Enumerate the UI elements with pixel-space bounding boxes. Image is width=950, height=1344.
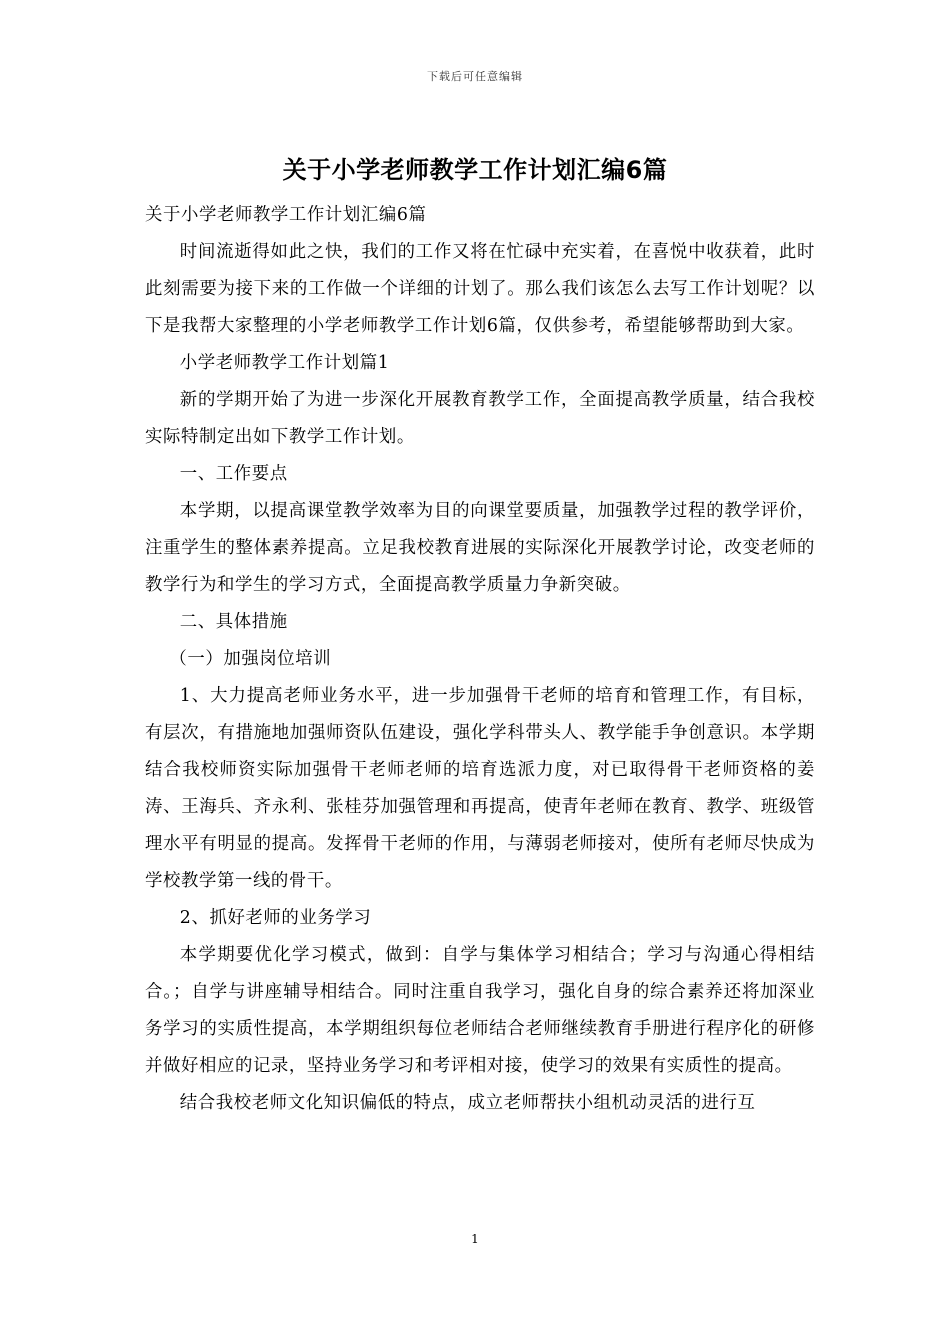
header-note: 下载后可任意编辑 (427, 70, 523, 83)
heading-business-study: 2、抓好老师的业务学习 (179, 908, 372, 928)
heading-job-training: （一）加强岗位培训 (169, 649, 332, 669)
measure-1-paragraph: 1、大力提高老师业务水平，进一步加强骨干老师的培育和管理工作，有目标，有层次，有措施地加强师资队伍建设，强化学科带头人、教学能手争创意识。本学期结合我校师资实际加强骨干老师老师的培育选派力度，对已取得骨干老师资格的姜涛、王海兵、齐永利、张桂芬加强管理和再提高，使青年老师在教育、教学、班级管理水平有明显的提高。发挥骨干老师的作用，与薄弱老师接对，使所有老师尽快成为学校教学第一线的骨干。 (145, 686, 815, 891)
heading-work-points: 一、工作要点 (179, 464, 288, 484)
subtitle-paragraph: 关于小学老师教学工作计划汇编6篇 (145, 205, 427, 225)
intro-paragraph: 时间流逝得如此之快，我们的工作又将在忙碌中充实着，在喜悦中收获着，此时此刻需要为接下来的工作做一个详细的计划了。那么我们该怎么去写工作计划呢？以下是我帮大家整理的小学老师教学工作计划6篇，仅供参考，希望能够帮助到大家。 (145, 242, 815, 336)
document-title: 关于小学老师教学工作计划汇编6篇 (282, 156, 668, 184)
section-heading-plan-1: 小学老师教学工作计划篇1 (179, 353, 390, 373)
plan-intro-paragraph: 新的学期开始了为进一步深化开展教育教学工作，全面提高教学质量，结合我校实际特制定出如下教学工作计划。 (145, 390, 815, 447)
page-number: 1 (471, 1232, 479, 1246)
heading-specific-measures: 二、具体措施 (179, 612, 288, 632)
document-body (145, 197, 815, 1122)
closing-paragraph: 结合我校老师文化知识偏低的特点，成立老师帮扶小组机动灵活的进行互 (179, 1093, 756, 1113)
business-study-paragraph: 本学期要优化学习模式，做到：自学与集体学习相结合；学习与沟通心得相结合。；自学与讲座辅导相结合。同时注重自我学习，强化自身的综合素养还将加深业务学习的实质性提高，本学期组织每位老师结合老师继续教育手册进行程序化的研修并做好相应的记录，坚持业务学习和考评相对接，使学习的效果有实质性的提高。 (145, 945, 815, 1076)
work-points-paragraph: 本学期，以提高课堂教学效率为目的向课堂要质量，加强教学过程的教学评价，注重学生的整体素养提高。立足我校教育进展的实际深化开展教学讨论，改变老师的教学行为和学生的学习方式，全面提高教学质量力争新突破。 (145, 501, 815, 595)
